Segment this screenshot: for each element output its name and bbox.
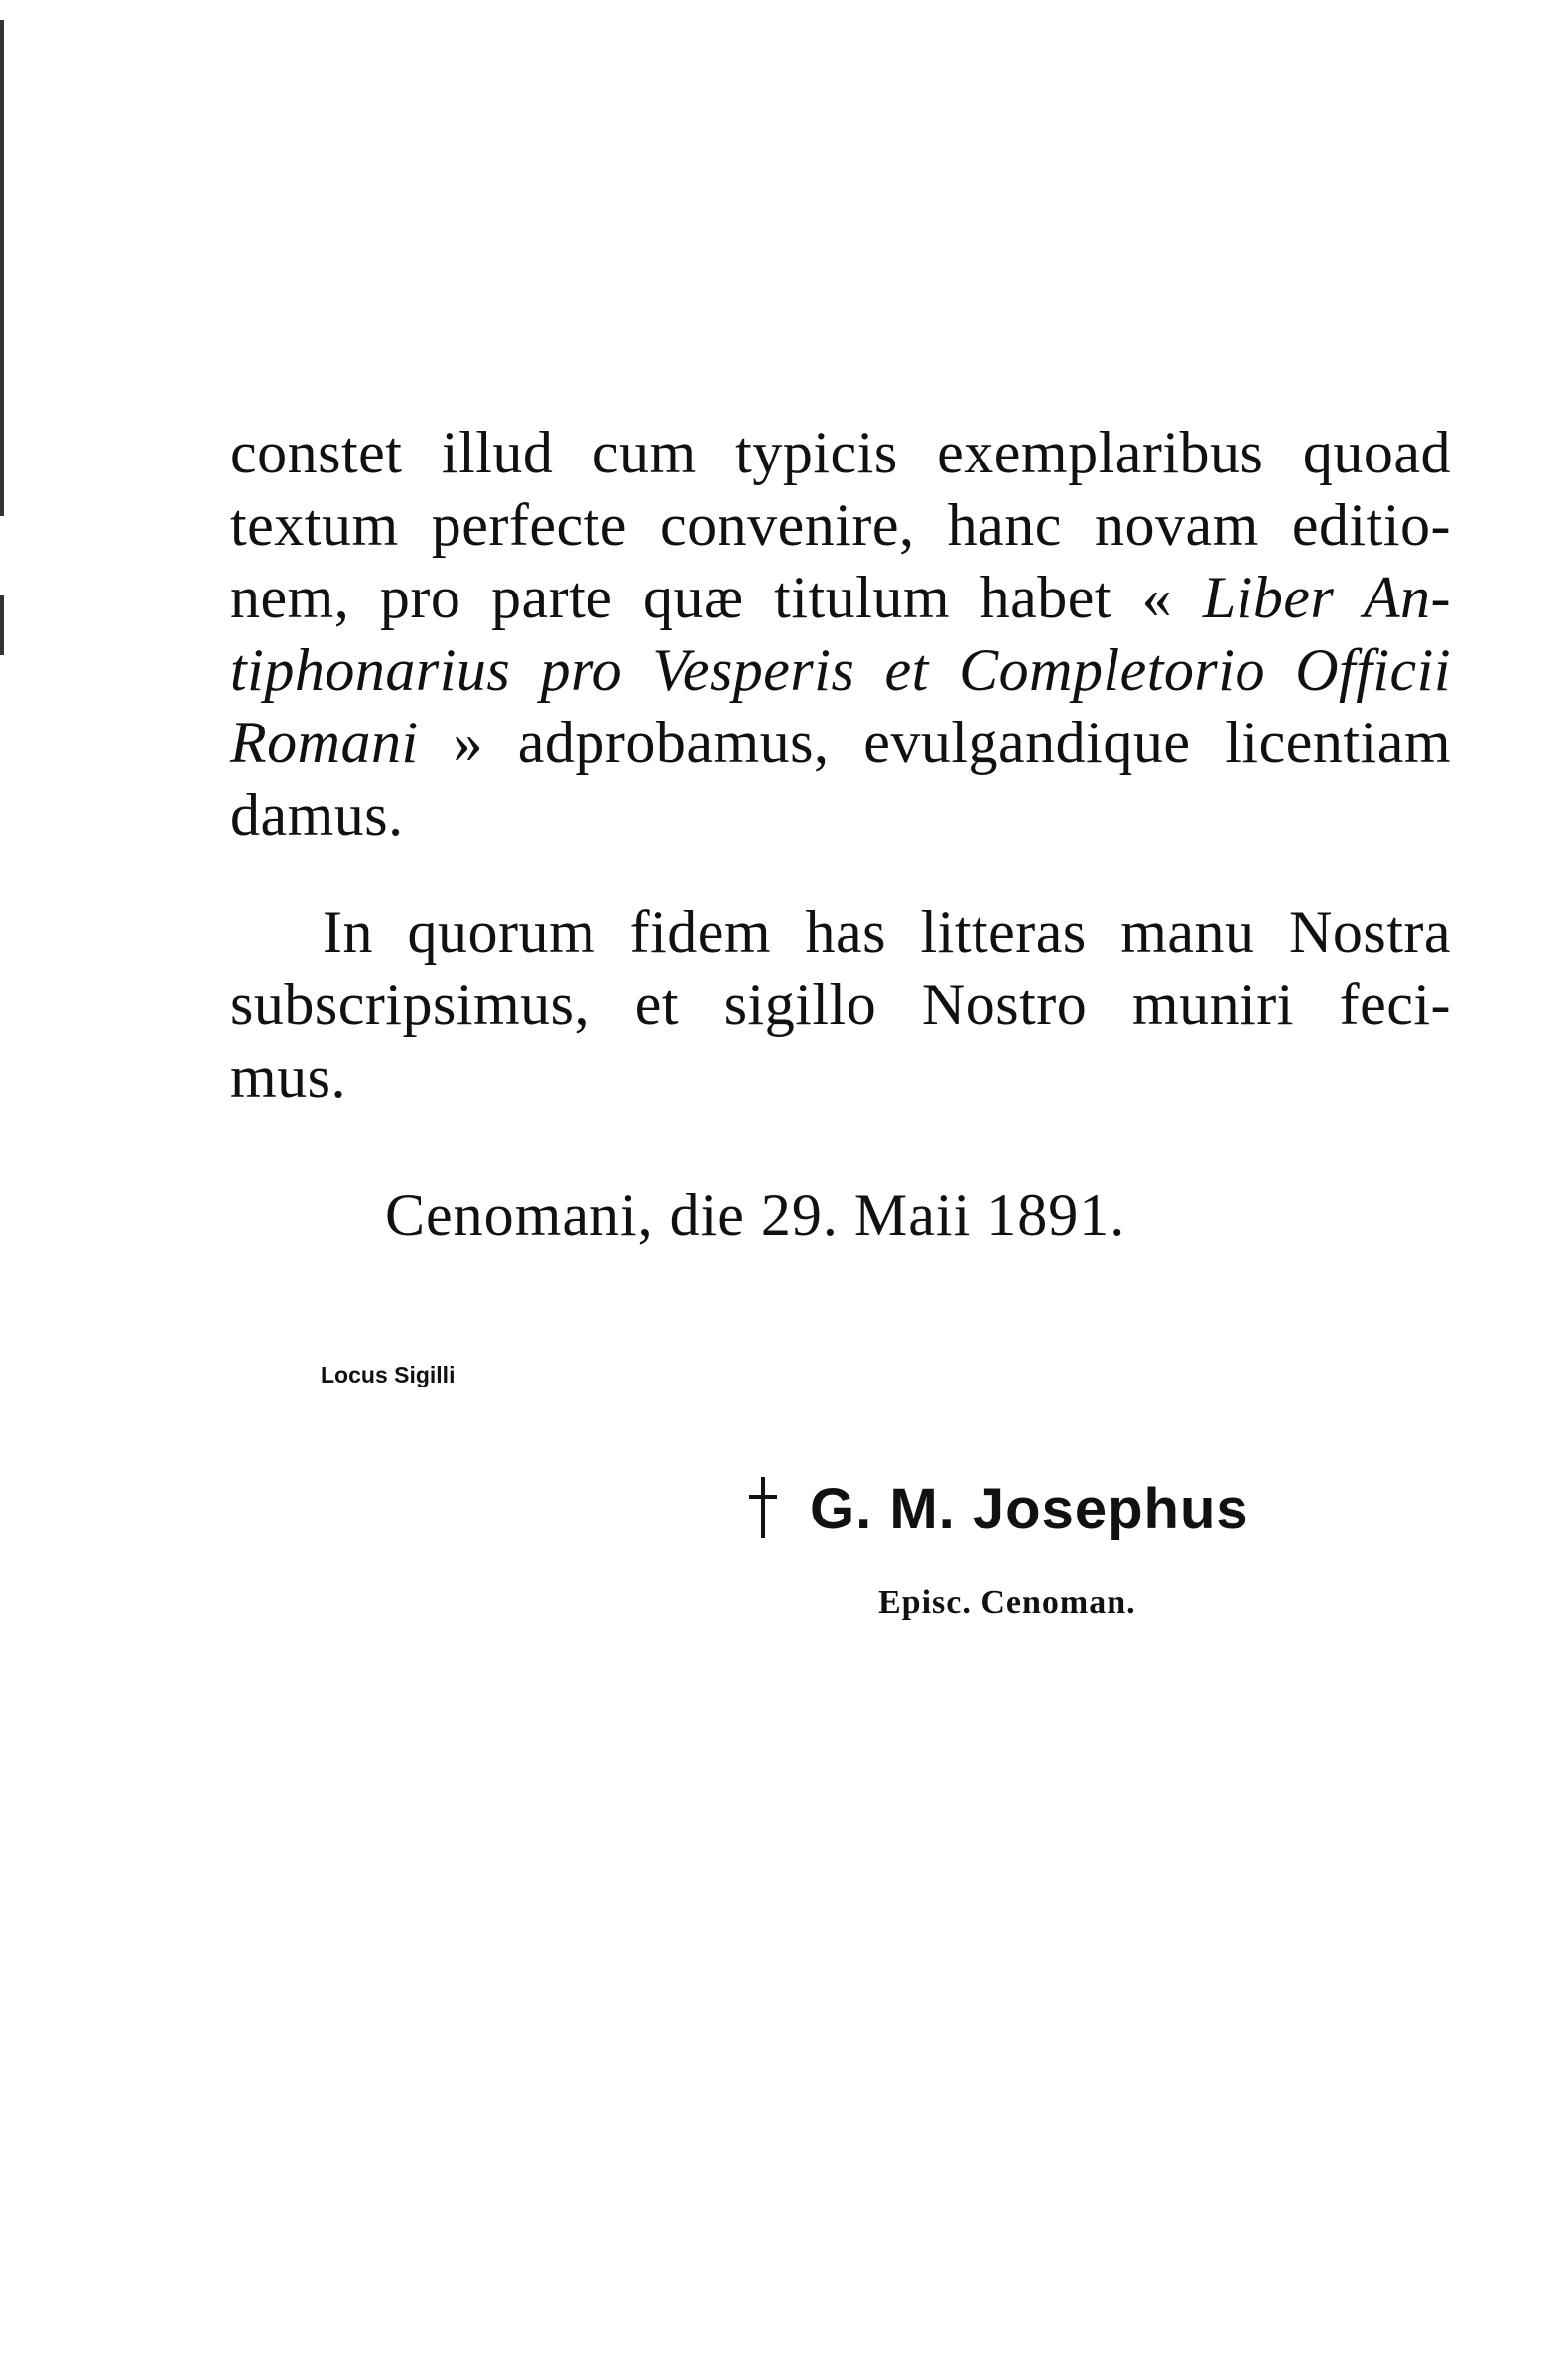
text-line: In quorum fidem has litteras manu Nostra — [323, 899, 1451, 965]
text-line: subscripsimus, et sigillo Nostro muniri feci- — [230, 972, 1451, 1037]
signatory-name: G. M. Josephus — [810, 1477, 1249, 1541]
signatory-title: Episc. Cenoman. — [878, 1584, 1136, 1621]
scan-edge-mark — [0, 595, 4, 655]
scan-edge-mark — [0, 20, 4, 516]
seal-label: Locus Sigilli — [321, 1362, 456, 1387]
text-fragment: » adprobamus, evulgandique licentiam — [453, 710, 1451, 775]
book-title-fragment: Liber An- — [1202, 565, 1451, 630]
paragraph-attestation — [230, 896, 1451, 1114]
date-line: Cenomani, die 29. Maii 1891. — [385, 1182, 1126, 1248]
text-line — [230, 707, 1451, 779]
text-line — [230, 562, 1451, 634]
cross-icon — [746, 1477, 780, 1538]
signature-block — [746, 1475, 1249, 1544]
text-line: textum perfecte convenire, hanc novam editio- — [230, 492, 1451, 558]
paragraph-approbation — [230, 417, 1451, 852]
text-line — [230, 634, 1451, 707]
text-fragment: nem, pro parte quæ titulum habet « — [230, 565, 1173, 630]
text-line: damus. — [230, 782, 404, 848]
book-title-fragment: tiphonarius pro Vesperis et Completorio Officii — [230, 637, 1451, 703]
text-line: constet illud cum typicis exemplaribus quoad — [230, 420, 1451, 485]
book-title-fragment: Romani — [230, 710, 419, 775]
text-line: mus. — [230, 1044, 347, 1110]
